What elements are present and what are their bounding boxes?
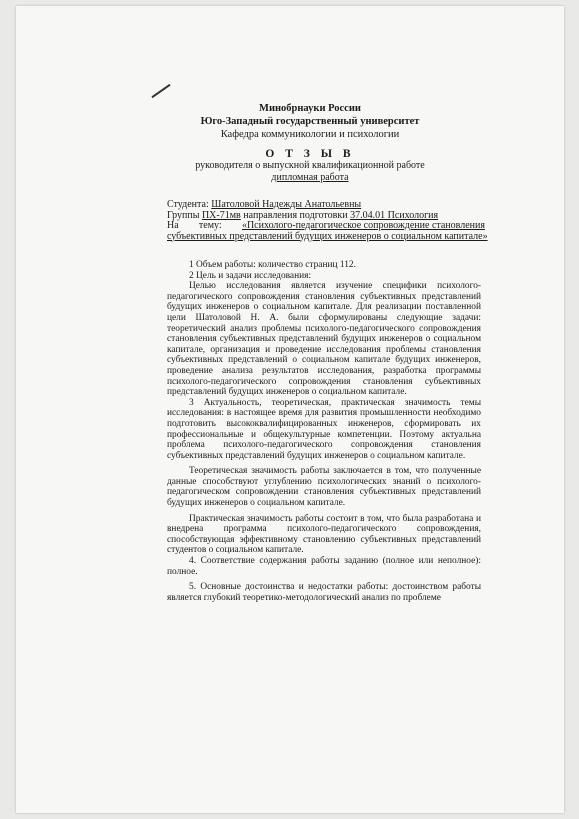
student-name: Шатоловой Надежды Анатольевны xyxy=(211,199,362,210)
university-name: Юго-Западный государственный университет xyxy=(200,116,420,127)
review-body xyxy=(167,260,481,603)
direction-label: направления подготовки xyxy=(243,209,348,221)
group-value: ПХ-71мв xyxy=(201,209,241,221)
topic-title-line-1: «Психолого-педагогическое сопровождение становления xyxy=(241,220,485,231)
practical-significance-paragraph: Практическая значимость работы состоит в том, что была разработана и внедрена программа психолого-педагогического сопровождения, способствующая эффективному становлению субъективных представлений студентов о социальном капитале. xyxy=(167,513,481,556)
topic-title-line-2: субъективных представлений будущих инженеров о социальном капитале» xyxy=(167,230,488,242)
student-info xyxy=(167,199,488,242)
document-subtitle: руководителя о выпускной квалификационной работе xyxy=(195,160,425,171)
goals-paragraph: Целью исследования является изучение специфики психолого-педагогического сопровождения становления субъективных представлений будущих инженеров о социальном капитале. Для реализации поставленной цели Шатоловой Н. А. были сформулированы следующие задачи: теоретический анализ проблемы психолого-педагогического сопровождения становления субъективных представлений будущих инженеров о социальном капитале, организация и проведение исследования проблемы становления субъективных представлений о социальном капитале будущих инженеров, проведение анализа результатов исследования, разработка программы психолого-педагогического сопровождения становления субъективных представлений будущих инженеров о социальном капитале. xyxy=(167,281,481,398)
relevance-paragraph: 3 Актуальность, теоретическая, практическая значимость темы исследования: в настоящее время для развития промышленности необходимо подготовить высококвалифицированных инженеров, сформировать их профессиональные и общекультурные компетенции. Поэтому актуальна проблема психолого-педагогического сопровождения становления субъективных представлений будущих инженеров о социальном капитале. xyxy=(167,397,481,461)
goals-heading: 2 Цель и задачи исследования: xyxy=(189,270,312,281)
pen-mark xyxy=(151,84,170,98)
topic-label-theme: тему: xyxy=(198,220,222,231)
document-page xyxy=(16,6,564,813)
merits-paragraph: 5. Основные достоинства и недостатки работы: достоинством работы является глубокий теоретико-методологический анализ по проблеме xyxy=(167,582,481,603)
topic-label-on: На xyxy=(167,220,179,231)
document-title: О Т З Ы В xyxy=(265,148,355,160)
student-label: Студента: xyxy=(167,199,209,210)
topic-row xyxy=(167,221,485,232)
department-name: Кафедра коммуникологии и психологии xyxy=(220,129,400,140)
work-type: дипломная работа xyxy=(271,172,349,183)
document-title-block xyxy=(16,148,564,184)
work-volume: 1 Объем работы: количество страниц 112. xyxy=(189,260,356,270)
document-header xyxy=(16,102,564,141)
ministry-name: Минобрнауки России xyxy=(259,103,361,114)
theoretical-significance-paragraph: Теоретическая значимость работы заключается в том, что полученные данные способствуют углублению психологических знаний о психолого-педагогическом сопровождении становления субъективных представлений будущих инженеров о социальном капитале. xyxy=(167,466,481,509)
direction-value: 37.04.01 Психология xyxy=(350,209,439,221)
compliance-paragraph: 4. Соответствие содержания работы заданию (полное или неполное): полное. xyxy=(167,556,481,577)
group-label: Группы xyxy=(167,209,200,221)
